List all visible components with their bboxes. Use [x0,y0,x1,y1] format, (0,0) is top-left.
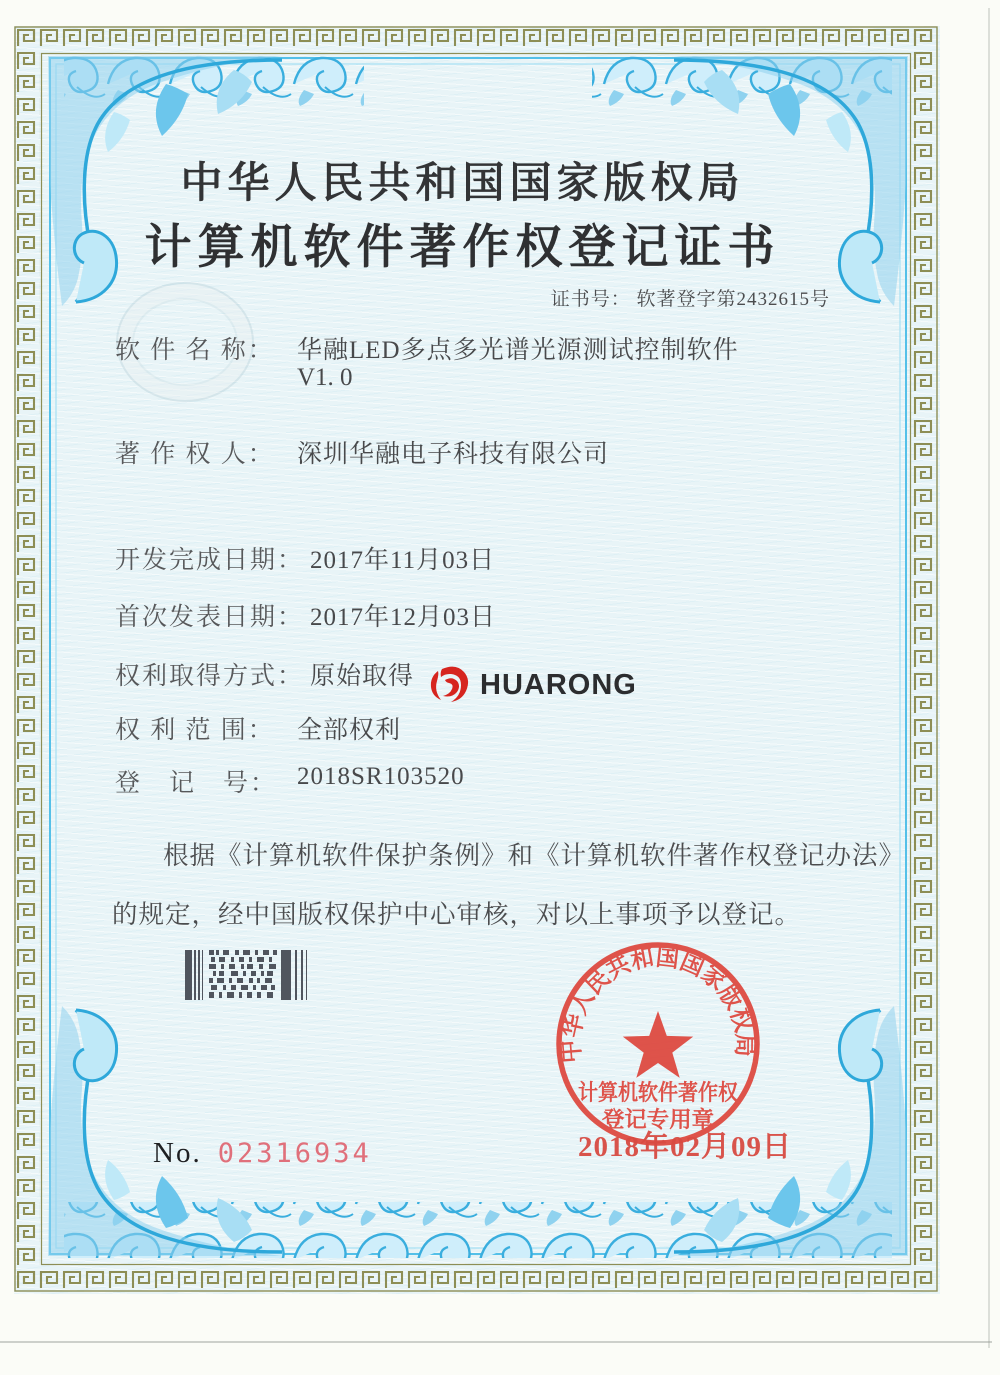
field-label: 权利取得方式： [115,663,305,690]
huarong-swirl-icon [428,663,472,707]
seal-text-line2: 登记专用章 [600,1107,714,1132]
seal-star-icon [623,1011,693,1078]
field-value: 全部权利 [297,717,402,744]
field-label: 开发完成日期： [115,547,305,574]
field-label: 权 利 范 围： [115,717,275,744]
scan-edge-shadow-right [988,8,990,1348]
serial-number-value: 02316934 [217,1138,372,1169]
field-label: 软 件 名 称： [115,337,275,364]
field-publication-date [115,597,496,633]
scan-margin-top [0,0,1000,26]
logo-text: HUARONG [480,668,637,701]
seal-ring-text: 中华人民共和国国家版权局 [555,941,761,1065]
field-value: 华融LED多点多光谱光源测试控制软件 [297,337,739,364]
field-value: 原始取得 [310,663,415,690]
seal-date: 2018年02月09日 [578,1131,793,1163]
pdf417-barcode [185,950,325,1000]
field-value: 2017年12月03日 [310,604,497,631]
scan-margin-left [0,0,14,1340]
certificate-number-label: 证书号： [550,289,631,310]
field-software-name [115,330,739,366]
field-value: 2018SR103520 [297,763,465,790]
field-value: 深圳华融电子科技有限公司 [297,441,610,468]
serial-number-label: No. [153,1137,202,1169]
scan-edge-shadow-bottom [0,1341,992,1343]
field-label: 登 记 号： [115,770,278,797]
field-rights-scope [115,710,401,746]
field-development-date [115,540,495,576]
field-value: 2017年11月03日 [310,547,496,574]
certificate-number-value: 软著登字第2432615号 [636,289,830,310]
field-registration-number [115,763,465,799]
scan-margin-bottom [0,1294,1000,1375]
scan-margin-right [940,0,1000,1340]
field-copyright-owner [115,434,609,470]
field-label: 首次发表日期： [115,604,305,631]
serial-number [153,1137,372,1170]
certificate-number [540,284,830,311]
software-version: V1. 0 [297,364,353,391]
authority-title: 中华人民共和国国家版权局 [180,161,745,207]
seal-text-line1: 计算机软件著作权 [578,1080,739,1105]
certificate-title: 计算机软件著作权登记证书 [144,222,781,274]
registration-statement: 根据《计算机软件保护条例》和《计算机软件著作权登记办法》的规定，经中国版权保护中心审核，对以上事项予以登记。 [112,841,893,929]
field-label: 著 作 权 人： [115,441,275,468]
huarong-logo [428,663,637,707]
field-rights-acquisition [115,656,414,692]
